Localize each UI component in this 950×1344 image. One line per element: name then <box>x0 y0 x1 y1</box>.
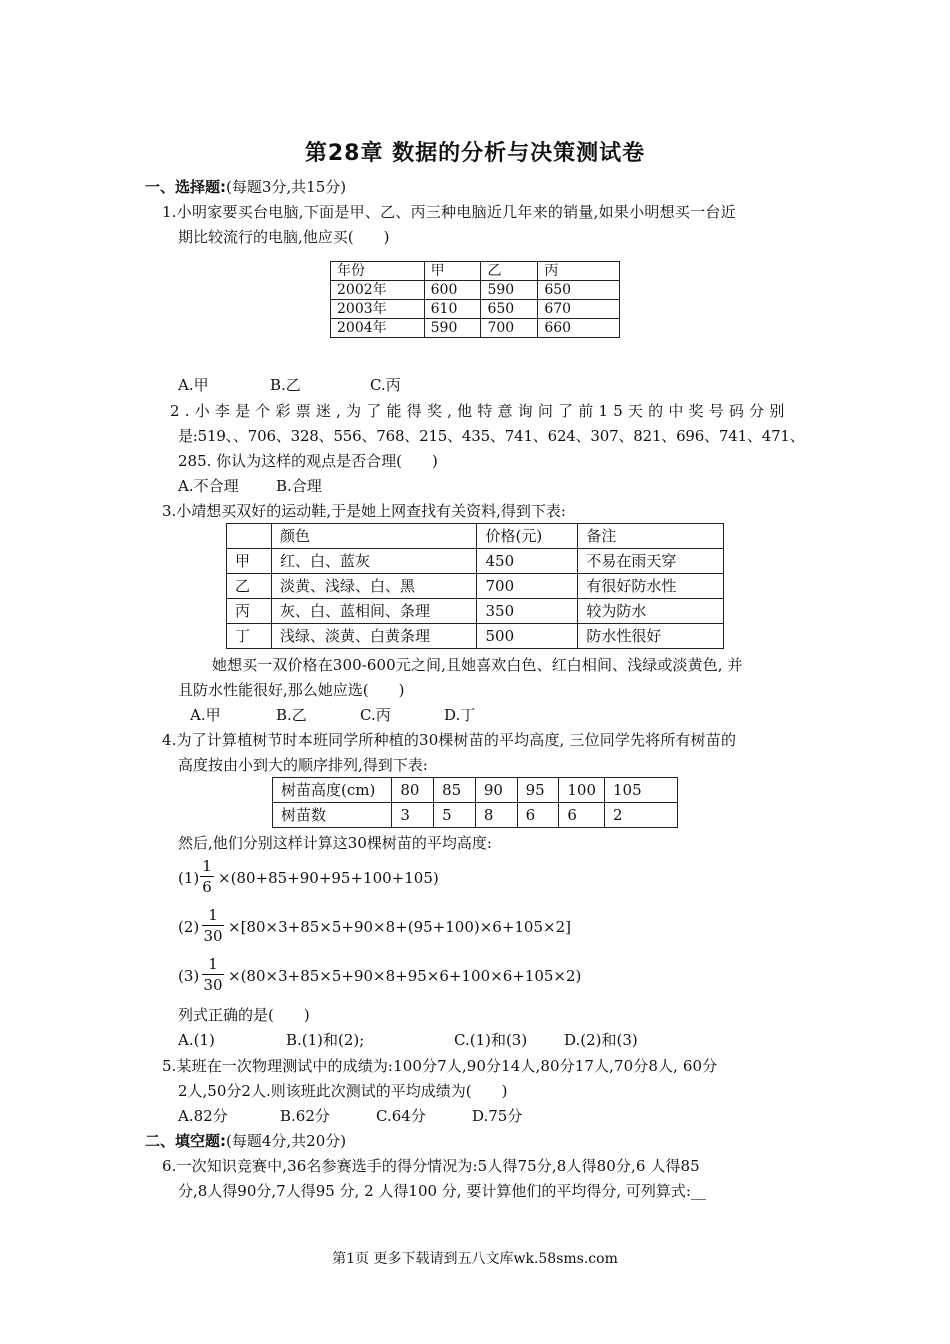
q2-choice-b: B.合理 <box>276 477 322 495</box>
fraction-bar <box>202 925 224 926</box>
table-cell: 防水性很好 <box>578 624 724 649</box>
q3-choice-a: A.甲 <box>190 706 221 724</box>
section-1-heading <box>145 176 346 197</box>
table-cell: 2 <box>605 803 678 828</box>
table-cell: 85 <box>434 778 476 803</box>
table-cell: 淡黄、浅绿、白、黑 <box>271 574 477 599</box>
table-row <box>273 778 678 803</box>
table-row <box>227 574 724 599</box>
table-cell: 650 <box>481 300 538 319</box>
table-row <box>227 599 724 624</box>
table-cell: 600 <box>424 281 481 300</box>
table-cell: 105 <box>605 778 678 803</box>
table-cell: 2004年 <box>331 319 425 338</box>
table-row <box>227 624 724 649</box>
table-cell: 2003年 <box>331 300 425 319</box>
q1-th-year: 年份 <box>331 262 425 281</box>
q1-th-bing: 丙 <box>538 262 620 281</box>
table-cell: 灰、白、蓝相间、条理 <box>271 599 477 624</box>
q3-th-color: 颜色 <box>271 524 477 549</box>
table-cell: 100 <box>559 778 605 803</box>
section-2-heading <box>145 1130 346 1151</box>
section-1-note: (每题3分,共15分) <box>226 178 347 196</box>
table-cell: 590 <box>424 319 481 338</box>
q4-f1-expr: ×(80+85+90+95+100+105) <box>218 869 439 887</box>
table-cell: 700 <box>477 574 578 599</box>
q3-choice-c: C.丙 <box>360 706 391 724</box>
q5-choice-d: D.75分 <box>472 1107 523 1125</box>
q4-f1-fraction <box>200 857 214 896</box>
table-cell: 650 <box>538 281 620 300</box>
q4-line3: 然后,他们分别这样计算这30棵树苗的平均高度: <box>178 834 492 852</box>
table-cell: 95 <box>517 778 559 803</box>
q5-choices <box>178 1105 522 1127</box>
q3-table-header <box>227 524 724 549</box>
q4-f1-label: (1) <box>178 869 200 887</box>
q5-line1: 5.某班在一次物理测试中的成绩为:100分7人,90分14人,80分17人,70分8人, 60分 <box>162 1057 718 1075</box>
q5-choice-b: B.62分 <box>280 1107 330 1125</box>
q2-choice-a: A.不合理 <box>178 477 239 495</box>
q4-f2-expr: ×[80×3+85×5+90×8+(95+100)×6+105×2] <box>228 918 571 936</box>
q1-choices <box>178 374 401 396</box>
table-row <box>331 319 620 338</box>
table-row <box>273 803 678 828</box>
q4-f2-num: 1 <box>208 906 218 924</box>
q1-th-yi: 乙 <box>481 262 538 281</box>
q5-line2: 2人,50分2人.则该班此次测试的平均成绩为( ) <box>178 1082 508 1100</box>
q4-choices <box>178 1029 638 1051</box>
q3-choice-d: D.丁 <box>444 706 476 724</box>
q6-line1: 6.一次知识竞赛中,36名参赛选手的得分情况为:5人得75分,8人得80分,6 人得85 <box>162 1157 700 1175</box>
table-cell: 乙 <box>227 574 272 599</box>
q1-th-jia: 甲 <box>424 262 481 281</box>
table-cell: 树苗数 <box>273 803 392 828</box>
q4-choice-d: D.(2)和(3) <box>564 1031 638 1049</box>
fraction-bar <box>202 974 224 975</box>
q4-f1-num: 1 <box>202 857 212 875</box>
table-cell: 350 <box>477 599 578 624</box>
table-cell: 670 <box>538 300 620 319</box>
fraction-bar <box>200 876 214 877</box>
q4-table <box>272 777 678 828</box>
q3-line1: 3.小靖想买双好的运动鞋,于是她上网查找有关资料,得到下表: <box>162 502 566 520</box>
section-1-head: 一、选择题: <box>145 178 226 196</box>
section-2-note: (每题4分,共20分) <box>226 1132 347 1150</box>
q3-th-price: 价格(元) <box>477 524 578 549</box>
q3-choices <box>190 704 475 726</box>
table-cell: 80 <box>392 778 434 803</box>
q4-f3-num: 1 <box>208 955 218 973</box>
q3-choice-b: B.乙 <box>276 706 307 724</box>
q1-choice-c: C.丙 <box>370 376 401 394</box>
q4-f3-expr: ×(80×3+85×5+90×8+95×6+100×6+105×2) <box>228 967 582 985</box>
q4-line4: 列式正确的是( ) <box>178 1006 310 1024</box>
table-cell: 5 <box>434 803 476 828</box>
table-cell: 甲 <box>227 549 272 574</box>
q1-line2: 期比较流行的电脑,他应买( ) <box>178 228 390 246</box>
table-cell: 不易在雨天穿 <box>578 549 724 574</box>
table-cell: 有很好防水性 <box>578 574 724 599</box>
page-title: 第28章 数据的分析与决策测试卷 <box>304 141 646 166</box>
q3-table <box>226 523 724 649</box>
q1-choice-b: B.乙 <box>270 376 301 394</box>
table-row <box>227 549 724 574</box>
q3-th-note: 备注 <box>578 524 724 549</box>
q5-choice-a: A.82分 <box>178 1107 228 1125</box>
q4-f1-den: 6 <box>202 878 212 896</box>
q1-table <box>330 261 620 338</box>
q4-f2-den: 30 <box>203 927 223 945</box>
table-cell: 丁 <box>227 624 272 649</box>
table-cell: 浅绿、淡黄、白黄条理 <box>271 624 477 649</box>
section-2-head: 二、填空题: <box>145 1132 226 1150</box>
table-cell: 3 <box>392 803 434 828</box>
q2-choices <box>178 475 322 497</box>
table-cell: 660 <box>538 319 620 338</box>
table-cell: 较为防水 <box>578 599 724 624</box>
page-footer: 第1页 更多下载请到五八文库wk.58sms.com <box>332 1251 618 1267</box>
q4-choice-a: A.(1) <box>178 1031 215 1049</box>
table-cell: 90 <box>475 778 517 803</box>
table-cell: 590 <box>481 281 538 300</box>
q4-line2: 高度按由小到大的顺序排列,得到下表: <box>178 756 428 774</box>
table-cell: 红、白、蓝灰 <box>271 549 477 574</box>
table-cell: 8 <box>475 803 517 828</box>
q4-f3-fraction <box>202 955 224 994</box>
q3-line2: 她想买一双价格在300-600元之间,且她喜欢白色、红白相间、浅绿或淡黄色, 并 <box>212 656 743 674</box>
q6-line2: 分,8人得90分,7人得95 分, 2 人得100 分, 要计算他们的平均得分, 可列算式:__ <box>178 1182 706 1200</box>
q4-f2-fraction <box>202 906 224 945</box>
q2-line3: 285. 你认为这样的观点是否合理( ) <box>178 452 438 470</box>
q3-line3: 且防水性能很好,那么她应选( ) <box>178 681 405 699</box>
table-row <box>331 300 620 319</box>
table-cell: 700 <box>481 319 538 338</box>
q2-line2: 是:519、、706、328、556、768、215、435、741、624、307、821、696、741、471、 <box>178 427 805 445</box>
table-cell: 2002年 <box>331 281 425 300</box>
q4-line1: 4.为了计算植树节时本班同学所种植的30棵树苗的平均高度, 三位同学先将所有树苗的 <box>162 731 737 749</box>
q1-table-header <box>331 262 620 281</box>
table-cell: 丙 <box>227 599 272 624</box>
q1-choice-a: A.甲 <box>178 376 209 394</box>
q3-th-blank <box>227 524 272 549</box>
table-cell: 6 <box>517 803 559 828</box>
q4-f3-label: (3) <box>178 967 200 985</box>
q2-line1: 2.小李是个彩票迷,为了能得奖,他特意询问了前15天的中奖号码分别 <box>170 402 790 420</box>
table-cell: 6 <box>559 803 605 828</box>
q1-line1: 1.小明家要买台电脑,下面是甲、乙、丙三种电脑近几年来的销量,如果小明想买一台近 <box>162 203 736 221</box>
q4-choice-c: C.(1)和(3) <box>454 1031 528 1049</box>
table-cell: 610 <box>424 300 481 319</box>
table-cell: 树苗高度(cm) <box>273 778 392 803</box>
q4-choice-b: B.(1)和(2); <box>286 1031 365 1049</box>
table-cell: 500 <box>477 624 578 649</box>
q4-f3-den: 30 <box>203 976 223 994</box>
q5-choice-c: C.64分 <box>376 1107 426 1125</box>
table-cell: 450 <box>477 549 578 574</box>
q4-f2-label: (2) <box>178 918 200 936</box>
table-row <box>331 281 620 300</box>
